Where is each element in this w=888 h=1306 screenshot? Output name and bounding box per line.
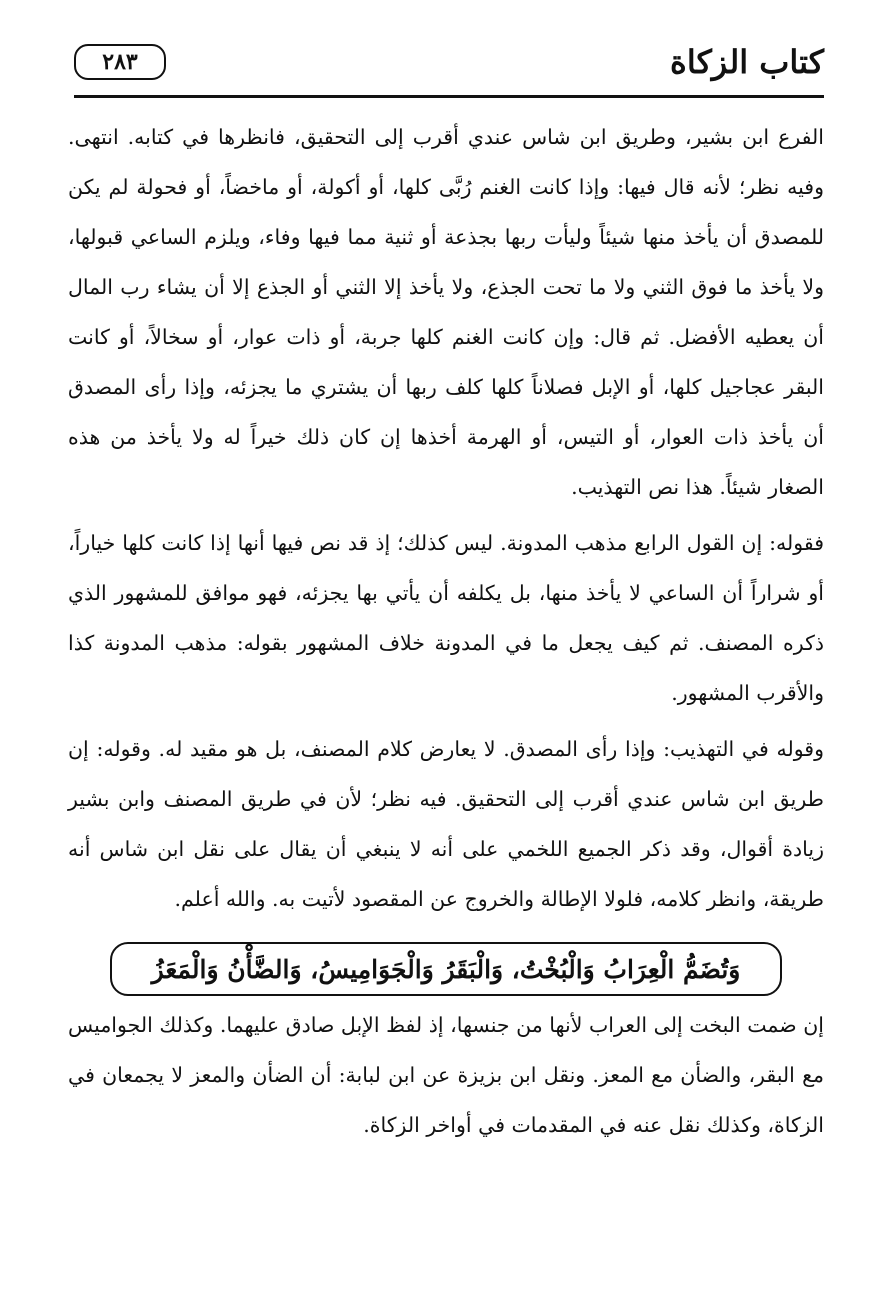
page-header — [74, 40, 824, 98]
page-number-box — [74, 44, 166, 80]
section-heading: وَتُضَمُّ الْعِرَابُ وَالْبُخْتُ، وَالْبَقَرُ وَالْجَوَامِيسُ، وَالضَّأْنُ وَالْمَعَزُ — [151, 954, 741, 984]
header-rule — [74, 95, 824, 98]
book-title: كتاب الزكاة — [670, 43, 824, 81]
page-body — [68, 112, 824, 1150]
paragraph-3: وقوله في التهذيب: وإذا رأى المصدق. لا يعارض كلام المصنف، بل هو مقيد له. وقوله: إن طريق ابن شاس عندي أقرب إلى التحقيق. فيه نظر؛ لأن في طريق المصنف وابن بشير زيادة أقوال، وقد ذكر الجميع اللخمي على أنه لا ينبغي أن يقال على نقل ابن شاس أنه طريقة، وانظر كلامه، فلولا الإطالة والخروج عن المقصود لأتيت به. والله أعلم. — [68, 737, 824, 911]
closing-paragraph: إن ضمت البخت إلى العراب لأنها من جنسها، إذ لفظ الإبل صادق عليهما. وكذلك الجواميس مع البقر، والضأن مع المعز. ونقل ابن بزيزة عن ابن لبابة: أن الضأن والمعز لا يجمعان في الزكاة، وكذلك نقل عنه في المقدمات في أواخر الزكاة. — [68, 1013, 824, 1137]
page-number: ٢٨٣ — [102, 49, 138, 75]
paragraph-2: فقوله: إن القول الرابع مذهب المدونة. ليس كذلك؛ إذ قد نص فيها أنها إذا كانت كلها خياراً، أو شراراً أن الساعي لا يأخذ منها، بل يكلفه أن يأتي بها يجزئه، فهو موافق للمشهور الذي ذكره المصنف. ثم كيف يجعل ما في المدونة خلاف المشهور بقوله: مذهب المدونة كذا والأقرب المشهور. — [68, 531, 824, 705]
section-heading-box — [110, 942, 782, 996]
paragraph-1: الفرع ابن بشير، وطريق ابن شاس عندي أقرب إلى التحقيق، فانظرها في كتابه. انتهى. وفيه نظر؛ لأنه قال فيها: وإذا كانت الغنم رُبَّى كلها، أو أكولة، أو ماخضاً، أو فحولة لم يكن للمصدق أن يأخذ منها شيئاً وليأت ربها بجذعة أو ثنية مما فيها وفاء، ويلزم الساعي قبولها، ولا يأخذ ما فوق الثني ولا ما تحت الجذع، ولا يأخذ إلا الثني أو الجذع إلا أن يشاء رب المال أن يعطيه الأفضل. ثم قال: وإن كانت الغنم كلها جربة، أو ذات عوار، أو سخالاً، أو كانت البقر عجاجيل كلها، أو الإبل فصلاناً كلها كلف ربها أن يشتري ما يجزئه، وإذا رأى المصدق أن يأخذ ذات العوار، أو التيس، أو الهرمة أخذها إن كان ذلك خيراً له ولا يأخذ من هذه الصغار شيئاً. هذا نص التهذيب. — [68, 125, 824, 499]
